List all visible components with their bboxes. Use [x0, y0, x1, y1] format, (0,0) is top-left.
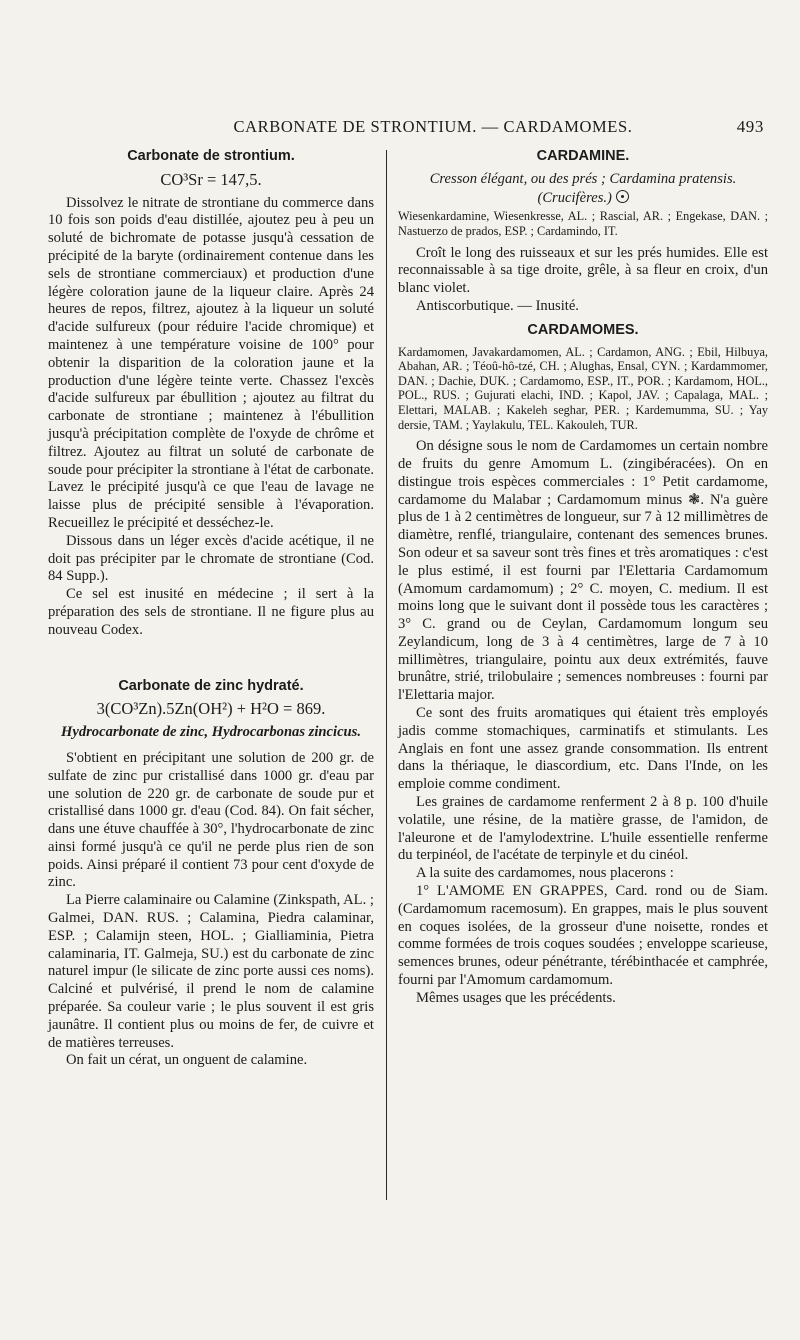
paragraph: Les graines de cardamome renferment 2 à 8 p. 100 d'huile volatile, une résine, de la matière grasse, de l'amidon, de l'aleurone et de l'amylodextrine. L'huile essentielle renferme du terpinéol, de l'acétate de terpinyle et du cinéol. [398, 794, 768, 864]
paragraph: Ce sont des fruits aromatiques qui étaient très employés jadis comme stomachiques, carminatifs et stimulants. Les Anglais en font une assez grande consommation. Ils entrent dans la thériaque, le diascordium, etc. Dans l'Inde, on les emploie comme condiment. [398, 705, 768, 793]
paragraph: La Pierre calaminaire ou Calamine (Zinkspath, AL. ; Galmei, DAN. RUS. ; Calamina, Piedra calaminar, ESP. ; Calamijn steen, HOL. ; Gialliaminia, Pietra calaminaria, IT. Galmeja, SU.) est du carbonate de zinc naturel impur (le silicate de zinc porte aussi ces noms). Calciné et pulvérisé, il prend le nom de calamine préparée. Sa couleur varie ; le plus souvent il est gris jaunâtre. Il contient plus ou moins de fer, de cuivre et de matières terreuses. [48, 892, 374, 1051]
paragraph: Croît le long des ruisseaux et sur les prés humides. Elle est reconnaissable à sa tige droite, grêle, à sa fleur en croix, d'un blanc violet. [398, 244, 768, 297]
paragraph: 1° L'AMOME EN GRAPPES, Card. rond ou de Siam. (Cardamomum racemosum). En grappes, mais le plus souvent en coques isolées, de la grosseur d'une noisette, rondes et comme formées de trois coques soudées ; enveloppe scarieuse, semences brunes, odeur pénétrante, térébinthacée et camphrée, fourni par l'Amomum cardamomum. [398, 883, 768, 989]
paragraph: Ce sel est inusité en médecine ; il sert à la préparation des sels de strontiane. Il ne figure plus au nouveau Codex. [48, 586, 374, 638]
paragraph: S'obtient en précipitant une solution de 200 gr. de sulfate de zinc pur cristallisé dans 1000 gr. d'eau par une solution de 220 gr. de carbonate de soude pur et cristallisé dans 1000 gr. d'eau (Cod. 84). On fait sécher, dans une étuve chauffée à 30°, l'hydrocarbonate de zinc ainsi formé jusqu'à ce qu'il ne perde plus rien de son poids. Ainsi préparé il contient 73 pour cent d'oxyde de zinc. [48, 749, 374, 891]
section-title-carbonate-zinc: Carbonate de zinc hydraté. [118, 677, 304, 694]
paragraph: Dissolvez le nitrate de strontiane du commerce dans 10 fois son poids d'eau distillée, ajoutez peu à peu un soluté de bichromate de potasse jusqu'à cessation de précipité de la baryte (ordinairement contenue dans les sels de strontiane commerciaux) et production d'une légère coloration jaune de la liqueur claire. Après 24 heures de repos, filtrez, ajoutez à la liqueur un soluté d'acide sulfureux (pour réduire l'acide chromique) et maintenez à une température voisine de 100° pour obtenir la disparition de la coloration jaune et la production d'une légère teinte verte. Chassez l'excès d'acide sulfureux par ébullition ; ajoutez au filtrat du carbonate de strontiane ; maintenez à l'ébullition jusqu'à précipitation complète de l'oxyde de chrôme et filtrez. Ajoutez au filtrat un soluté de carbonate de soude pour précipiter la strontiane à l'état de carbonate. Lavez le précipité jusqu'à ce que l'eau de lavage ne laisse plus de précipité sensible à l'évaporation. Recueillez le précipité et desséchez-le. [48, 194, 374, 531]
formula-carbonate-zinc: 3(CO³Zn).5Zn(OH²) + H²O = 869. [96, 699, 326, 719]
cardamine-names: Cresson élégant, ou des prés ; Cardamina pratensis. (Crucifères.) [429, 170, 737, 206]
column-divider [386, 150, 387, 1200]
formula-carbonate-strontium: CO³Sr = 147,5. [160, 169, 262, 189]
paragraph: Mêmes usages que les précédents. [416, 989, 616, 1006]
paragraph: A la suite des cardamomes, nous placerons : [416, 865, 674, 882]
left-column [48, 148, 374, 1070]
running-title: CARBONATE DE STRONTIUM. — CARDAMOMES. [233, 117, 633, 136]
cardamine-intro [398, 171, 768, 208]
right-column [398, 148, 768, 1008]
paragraph: Dissous dans un léger excès d'acide acétique, il ne doit pas précipiter par le chromate de strontiane (Cod. 84 Supp.). [48, 532, 374, 585]
running-header [90, 117, 764, 139]
section-title-cardamine: CARDAMINE. [536, 148, 630, 164]
page-number: 493 [736, 117, 764, 136]
paragraph: On fait un cérat, un onguent de calamine. [66, 1052, 308, 1069]
perennial-symbol-icon [616, 190, 629, 203]
paragraph: Antiscorbutique. — Inusité. [416, 297, 579, 314]
section-title-carbonate-strontium: Carbonate de strontium. [127, 148, 295, 164]
section-title-cardamomes: CARDAMOMES. [527, 321, 639, 338]
synonyms-list: Kardamomen, Javakardamomen, AL. ; Cardamon, ANG. ; Ebil, Hilbuya, Abahan, AR. ; Téoû-hô-tzé, CH. ; Alughas, Ensal, CYN. ; Kardammomer, DAN. ; Dachie, DUK. ; Cardamomo, ESP., IT., POR. ; Kardamom, HOL., POL., RUS. ; Gujurati elachi, IND. ; Kapol, JAV. ; Capalaga, MAL. ; Elettari, MALAB. ; Kakeleh seghar, PER. ; Kardemumma, SU. ; Yay dersie, TAM. ; Yaylakulu, TEL. Kakouleh, TUR. [398, 344, 768, 432]
paragraph: On désigne sous le nom de Cardamomes un certain nombre de fruits du genre Amomum L. (zingibéracées). On en distingue trois espèces commerciales : 1° Petit cardamome, cardamome du Malabar ; Cardamomum minus ❃. N'a guère plus de 1 à 2 centimètres de longueur, sur 7 à 12 millimètres de diamètre, renflé, triangulaire, contenant des semences brunes. Son odeur et sa saveur sont très fines et très aromatiques : c'est le plus estimé, il est fourni par l'Elettaria Cardamomum (Amomum cardamomum) ; 2° C. moyen, C. medium. Il est moins long que le suivant dont il possède tous les caractères ; 3° C. grand ou de Ceylan, Cardamomum longum seu Zeylandicum, long de 3 à 4 centimètres, large de 7 à 10 millimètres, triangulaire, pointu aux deux extrémités, fauve brunâtre, strié, trilobulaire ; semences nombreuses : fourni par l'Elettaria major. [398, 438, 768, 704]
section-subtitle: Hydrocarbonate de zinc, Hydrocarbonas zincicus. [61, 724, 361, 741]
synonyms-list: Wiesenkardamine, Wiesenkresse, AL. ; Rascial, AR. ; Engekase, DAN. ; Nastuerzo de prados, ESP. ; Cardamindo, IT. [398, 209, 768, 238]
